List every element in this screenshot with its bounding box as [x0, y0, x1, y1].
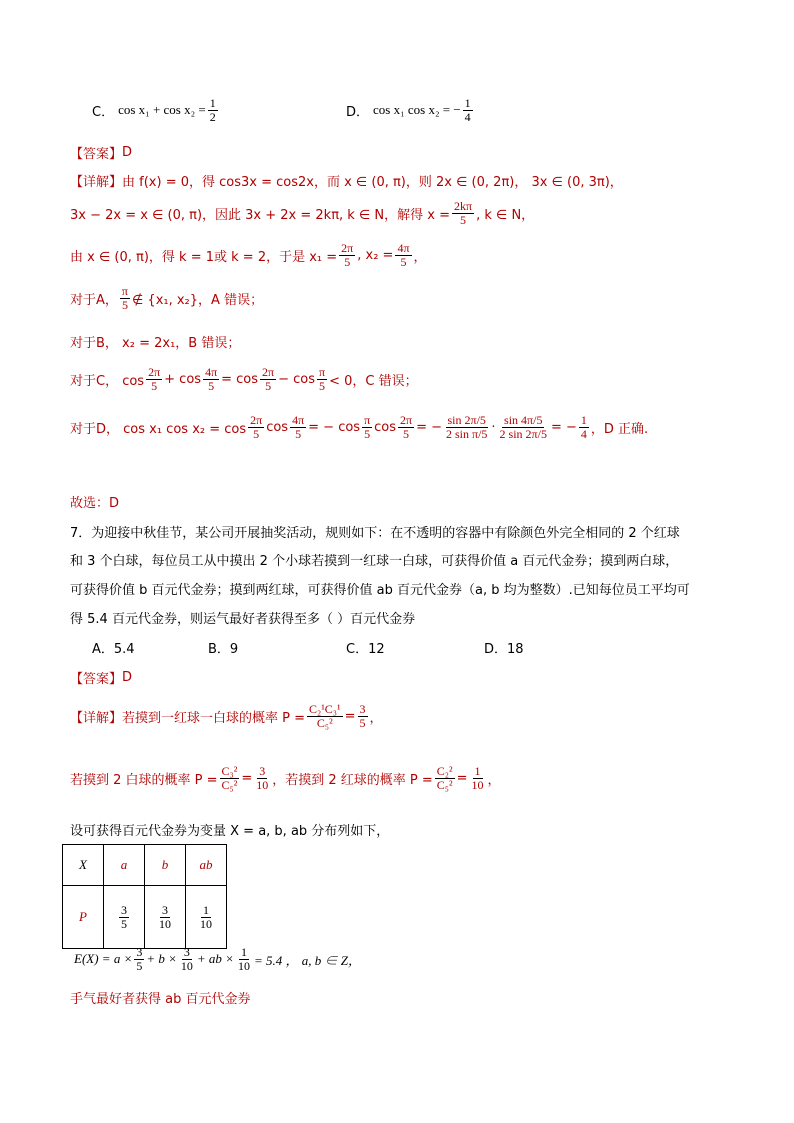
fraction: $\frac{3}{10}$ [256, 764, 269, 792]
option-d-label: D． [346, 104, 370, 120]
q7-text-4: 得 5.4 百元代金券，则运气最好者获得至多（ ）百元代金券 [70, 612, 416, 627]
detail-2-line-3 [70, 820, 389, 839]
option-c [92, 97, 220, 123]
fraction: $\frac{\pi}{5}$ [319, 365, 326, 393]
detail-1-line-4 [70, 285, 263, 311]
detail-1-line-3 [70, 242, 427, 268]
q7-line-2 [70, 550, 678, 569]
q7-text-3: 可获得价值 b 百元代金券；摸到两红球，可获得价值 ab 百元代金券（a, b 均为整数）.已知每位员工平均可 [70, 583, 690, 598]
answer-2 [70, 668, 132, 687]
fraction: $\frac{2\pi}{5}$ [262, 365, 275, 393]
detail-2-line-4 [74, 946, 361, 972]
q7-option-a: A．5.4 [92, 642, 135, 657]
distribution-table [62, 844, 227, 949]
option-c-label: C． [92, 104, 115, 120]
detail-2-text-2d: = [456, 770, 468, 786]
detail-1-text-6a: 对于C， cos [70, 373, 145, 389]
fraction: $\frac{4\pi}{5}$ [292, 413, 305, 441]
q7-option-b: B．9 [208, 642, 239, 657]
q7-option-d: D．18 [484, 642, 524, 657]
detail-1-line-1 [70, 171, 623, 190]
detail-1-text-7b: cos [266, 419, 289, 435]
fraction: $\frac{2\pi}{5}$ [148, 365, 161, 393]
detail-1-text-7d: cos [374, 419, 397, 435]
q7-line-3 [70, 579, 690, 598]
fraction: $\frac{3}{10}$ [159, 902, 171, 931]
detail-1-text-6b: + cos [164, 371, 202, 387]
fraction: $\frac{\pi}{5}$ [364, 413, 371, 441]
fraction: $\frac{\text{C₃²}}{\text{C₅²}}$ [221, 764, 238, 792]
choice-1-text: 故选：D [70, 496, 120, 511]
detail-2-line-2 [70, 765, 501, 791]
detail-1-line-6 [70, 366, 418, 392]
detail-tag: 【详解】 [70, 175, 123, 190]
detail-1-text-4b: ∉ {x₁, x₂}，A 错误； [131, 292, 264, 308]
detail-1-text-7h: ，D 正确. [590, 421, 649, 437]
detail-2-text-2b: = [241, 770, 253, 786]
fraction: $\frac{4\pi}{5}$ [397, 241, 410, 269]
q7-line-4 [70, 608, 415, 627]
detail-1-text-7c: = − cos [308, 419, 361, 435]
detail-2-text-3: 设可获得百元代金券为变量 X = a, b, ab 分布列如下， [70, 824, 390, 839]
q7-line-1 [70, 522, 680, 541]
fraction: $\frac{2\pi}{5}$ [400, 413, 413, 441]
detail-2-text-1b: = [344, 708, 356, 724]
fraction: $\frac{3}{5}$ [136, 945, 143, 973]
detail-1-text-7g: = − [550, 419, 577, 435]
option-d-fraction: $\frac{1}{4}$ [464, 96, 471, 124]
table-cell [145, 886, 186, 949]
table-row [63, 886, 227, 949]
table-cell [186, 886, 227, 949]
option-d-expr: cos x₁ cos x₂ = − [373, 102, 461, 118]
detail-2-line-5 [70, 988, 250, 1007]
answer-tag: 【答案】 [70, 672, 123, 687]
detail-2-text-1a: 若摸到一红球一白球的概率 P = [122, 710, 306, 726]
detail-1-line-7 [70, 414, 648, 440]
detail-1-text-6e: < 0，C 错误； [329, 373, 418, 389]
detail-2-text-4d: = 5.4 ， a, b ∈ Z， [253, 952, 361, 968]
detail-1-text-7a: 对于D， cos x₁ cos x₂ = cos [70, 421, 247, 437]
detail-tag: 【详解】 [70, 710, 123, 726]
fraction: $\frac{4\pi}{5}$ [205, 365, 218, 393]
table-cell: b [145, 845, 186, 886]
fraction: $\frac{2\pi}{5}$ [250, 413, 263, 441]
table-cell: X [63, 845, 104, 886]
detail-2-text-5: 手气最好者获得 ab 百元代金券 [70, 992, 251, 1007]
option-c-fraction: $\frac{1}{2}$ [209, 96, 216, 124]
detail-1-text-6d: − cos [278, 371, 315, 387]
option-d [346, 97, 475, 123]
option-c-expr: cos x₁ + cos x₂ = [118, 102, 206, 118]
fraction: $\frac{1}{10}$ [471, 764, 484, 792]
detail-2-text-2c: ，若摸到 2 红球的概率 P = [272, 772, 433, 788]
detail-1-text-5: 对于B， x₂ = 2x₁，B 错误； [70, 336, 241, 351]
q7-text-1: 7．为迎接中秋佳节，某公司开展抽奖活动，规则如下：在不透明的容器中有除颜色外完全相同的 2 个红球 [70, 526, 680, 541]
choice-1 [70, 492, 119, 511]
fraction: $\frac{3}{5}$ [121, 902, 127, 931]
fraction: $\frac{\sin 4\pi/5}{2 \sin 2\pi/5}$ [499, 413, 547, 441]
fraction: $\frac{3}{5}$ [359, 702, 366, 730]
fraction: $\frac{1}{4}$ [580, 413, 587, 441]
detail-1-text-3c: ， [413, 249, 427, 265]
fraction: $\frac{\pi}{5}$ [121, 284, 128, 312]
fraction: $\frac{\text{C₂²}}{\text{C₅²}}$ [436, 764, 453, 792]
answer-value: D [122, 670, 133, 685]
detail-2-text-2a: 若摸到 2 白球的概率 P = [70, 772, 218, 788]
detail-2-text-4b: + b × [146, 951, 177, 967]
detail-1-line-2 [70, 200, 534, 226]
table-cell [104, 886, 145, 949]
detail-1-text-2b: , k ∈ N， [476, 207, 535, 223]
detail-1-text-1: 由 f(x) = 0，得 cos3x = cos2x，而 x ∈ (0, π)，则 2x ∈ (0, 2π)， 3x ∈ (0, 3π)， [122, 175, 623, 190]
detail-1-text-7f: · [491, 419, 496, 435]
detail-2-text-4a: E(X) = a × [74, 951, 133, 967]
table-cell: ab [186, 845, 227, 886]
detail-1-line-5 [70, 332, 240, 351]
detail-2-text-2e: ， [487, 772, 501, 788]
fraction: $\frac{\text{C₂¹C₃¹}}{\text{C₅²}}$ [309, 702, 341, 730]
detail-1-text-7e: = − [416, 419, 442, 435]
fraction: $\frac{1}{10}$ [237, 945, 250, 973]
answer-1 [70, 143, 132, 162]
detail-1-text-4a: 对于A， [70, 292, 118, 308]
detail-2-text-4c: + ab × [196, 951, 234, 967]
fraction: $\frac{3}{10}$ [180, 945, 193, 973]
fraction: $\frac{2\pi}{5}$ [341, 241, 354, 269]
detail-1-text-6c: = cos [221, 371, 259, 387]
detail-1-text-3b: , x₂ = [357, 247, 394, 263]
table-row [63, 845, 227, 886]
detail-1-text-2a: 3x − 2x = x ∈ (0, π)，因此 3x + 2x = 2kπ, k ∈ N，解得 x = [70, 207, 450, 223]
q7-option-c: C．12 [346, 642, 385, 657]
answer-tag: 【答案】 [70, 147, 123, 162]
detail-2-text-1c: ， [369, 710, 383, 726]
fraction: $\frac{2k\pi}{5}$ [454, 199, 473, 227]
detail-2-line-1 [70, 703, 383, 729]
fraction: $\frac{1}{10}$ [200, 902, 212, 931]
table-cell: P [63, 886, 104, 949]
answer-value: D [122, 145, 133, 160]
q7-text-2: 和 3 个白球，每位员工从中摸出 2 个小球若摸到一红球一白球，可获得价值 a 百元代金券；摸到两白球， [70, 554, 679, 569]
table-cell: a [104, 845, 145, 886]
fraction: $\frac{\sin 2\pi/5}{\text{2 sin π/5}}$ [446, 413, 488, 441]
detail-1-text-3a: 由 x ∈ (0, π)，得 k = 1或 k = 2，于是 x₁ = [70, 249, 338, 265]
